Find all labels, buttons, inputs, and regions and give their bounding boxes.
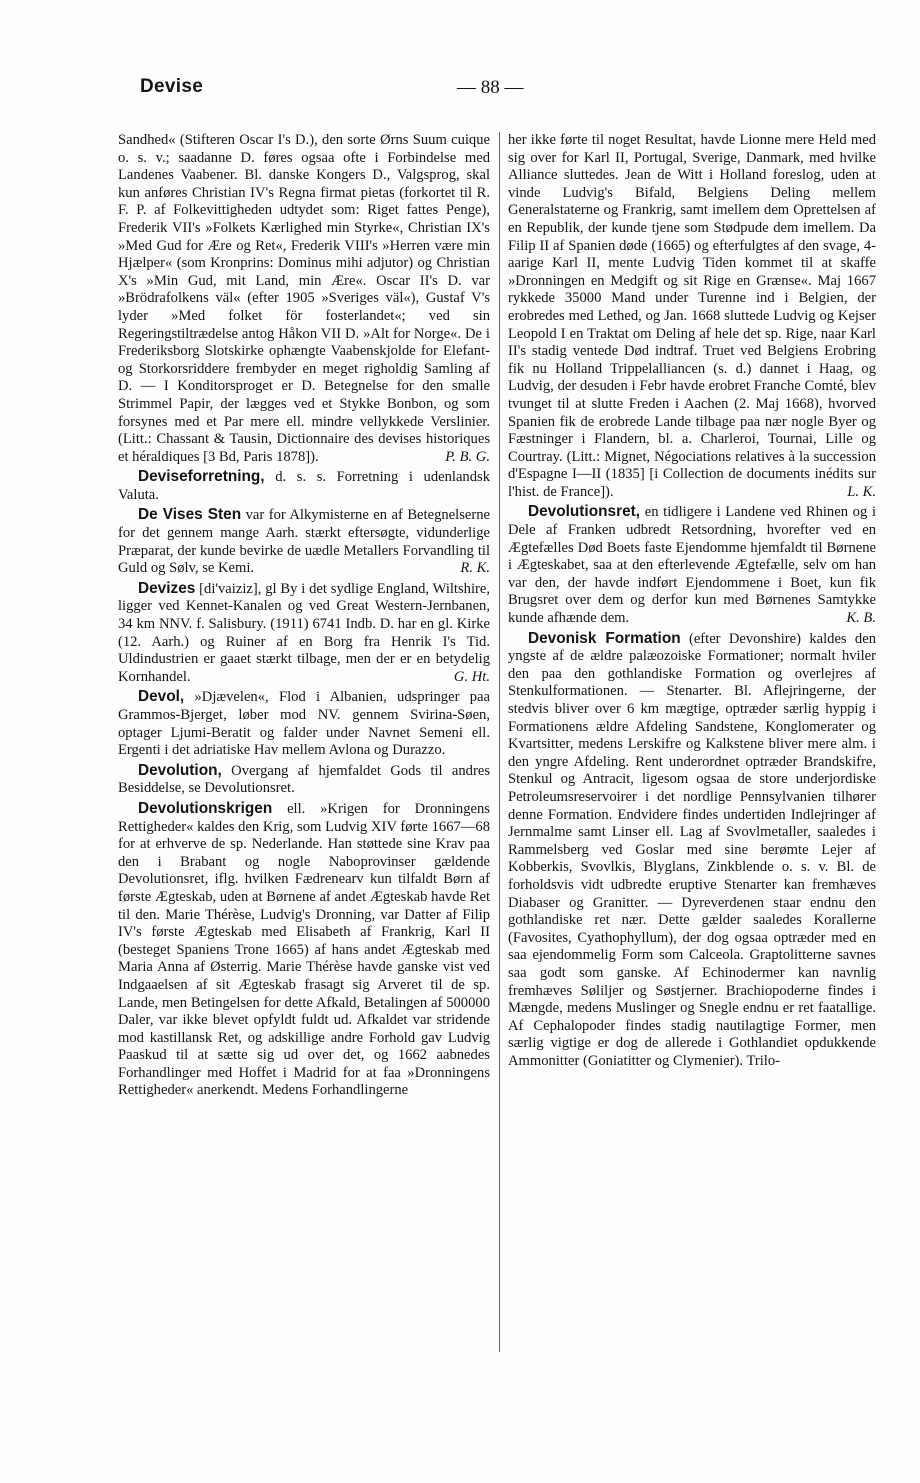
left-column [118, 132, 490, 1377]
entry-text: d. s. s. Forretning i udenlandsk Valuta. [118, 469, 490, 503]
author-signature: L. K. [847, 483, 876, 500]
right-column [508, 132, 876, 1377]
entry-text: (efter Devonshire) kaldes den yngste af de ældre palæozoiske Formationer; normalt hviler den paa den gothlandiske Formation og overlejres af Stenkulformationen. — Stenarter. Bl. Aflejringerne, der stedvis bliver over 6 km mægtige, optræder særlig hyppig i Formationens ældre Afdeling Sandstene, Konglomerater og Kvartsitter, medens Lerskifre og Kalkstene bliver mere alm. i den yngre Afdeling. Rent underordnet optræder Brandskifre, Stenkul og Antracit, ligesom ogsaa de store underjordiske Petroleumsreservoirer i det nordlige Pennsylvanien tilhører denne Formation. Endvidere findes undertiden Indlejringer af Jernmalme samt Linser ell. Lag af Svovlmetaller, saaledes i Rammelsberg ved Goslar med sine berømte Lejer af Kobberkis, Svovlkis, Blyglans, Zinkblende o. s. v. Bl. de forholdsvis vidt udbredte eruptive Stenarter kan fremhæves Diabaser og Granitter. — Dyreverdenen staar endnu den gothlandiske ret nær. Dette gælder saaledes Korallerne (Favosites, Cyathophyllum), der dog ogsaa optræder med en saa ejendommelig Form som Calceola. Graptolitterne savnes saa godt som ganske. Af Echinodermer kan navnlig fremhæves Søliljer og Søstjerner. Brachiopoderne findes i Mængde, medens Muslinger og Snegle endnu er ret faatallige. Af Cephalopoder findes stadig nautilagtige Former, men særlig vigtige er dog de allerede i Gothlandiet opdukkende Ammonitter (Goniatitter og Clymenier). Trilo- [508, 630, 876, 1069]
running-head: Devise [140, 76, 204, 97]
entry-text: en tidligere i Landene ved Rhinen og i Dele af Franken udbredt Retsordning, hvorefter ved en Ægtefælles Død Boets faste Ejendomme hjemfaldt til Børnene i Ægteskabet, saa at den efterlevende Ægtefælle, selv om han var den, der havde indført Ejendommene i Boet, kun fik Brugsret over dem og derfor kun med Børnenes Samtykke kunde afhænde dem. [508, 504, 876, 627]
headword: Deviseforretning, [138, 468, 265, 486]
headword: De Vises Sten [138, 506, 242, 524]
page-number: — 88 — [457, 77, 524, 98]
entry-devise-continued [118, 132, 490, 466]
headword: Devolution, [138, 761, 222, 779]
entry-devolutionskrigen [118, 800, 490, 1100]
entry-text: »Djævelen«, Flod i Albanien, udspringer paa Grammos-Bjerget, løber mod NV. gennem Svirina-Søen, optager Ljumi-Beratit og falder under Navnet Semeni ell. Ergenti i det adriatiske Hav mellem Avlona og Durazzo. [118, 689, 490, 759]
entry-text: Sandhed« (Stifteren Oscar I's D.), den sorte Ørns Suum cuique o. s. v.; saadanne D. føres ogsaa ofte i Forbindelse med Landenes Vaabener. Bl. danske Kongers D., Valgsprog, skal kun anføres Christian IV's Regna firmat pietas (forkortet til R. F. P. af Folkevittigheden udtydet som: Riget fattes Penge), Frederik VII's »Folkets Kærlighed min Styrke«, Christian IX's »Med Gud for Ære og Ret«, Frederik VIII's »Herren være min Hjælper« (som Kronprins: Dominus mihi adjutor) og Christian X's »Min Gud, mit Land, min Ære«. Oscar II's D. var »Brödrafolkens väl« (efter 1905 »Sveriges väl«), Gustaf V's lyder »Med folket för fosterlandet«; ved sin Regeringstiltrædelse antog Håkon VII D. »Alt for Norge«. De i Frederiksborg Slotskirke ophængte Vaabenskjolde for Elefant- og Storkorsriddere frembyder en meget righoldig Samling af D. — I Konditorsproget er D. Betegnelse for den smalle Strimmel Papir, der lægges ved et Stykke Bonbon, og som forsynes med et Par mere ell. mindre vellykkede Verslinier. (Litt.: Chassant & Tausin, Dictionnaire des devises historiques et héraldiques [3 Bd, Paris 1878]). [118, 132, 490, 465]
entry-vises-sten [118, 506, 490, 577]
entry-text: var for Alkymisterne en af Betegnelserne for det gennem mange Aarh. stærkt eftersøgte, vidunderlige Præparat, der kunde bevirke de uædle Metallers Forvandling til Guld og Sølv, se Kemi. [118, 507, 490, 577]
entry-devol [118, 688, 490, 759]
entry-devolution [118, 762, 490, 798]
author-signature: K. B. [846, 610, 876, 627]
entry-devolutionsret [508, 503, 876, 627]
headword: Devolutionskrigen [138, 799, 273, 817]
entry-text: ell. »Krigen for Dronningens Rettigheder« kaldes den Krig, som Ludvig XIV førte 1667—68 for at erhverve de sp. Nederlande. Han støttede sine Krav paa den i Brabant og nogle Naboprovinser gældende Devolutionsret, iflg. hvilken Fædrenearv kun tilfaldt Børn af første Ægteskab, uden at Børnene af andet Ægteskab havde Ret til den. Marie Thérèse, Ludvig's Dronning, var Datter af Filip IV's første Ægteskab med Elisabeth af Frankrig, Karl II (besteget Spaniens Trone 1665) af hans andet Ægteskab med Maria Anna af Østerrig. Marie Thérèse havde ganske vist ved Indgaaelsen af sit Ægteskab frasagt sig Arveret til de sp. Lande, men Betingelsen for dette Afkald, Betalingen af 500000 Daler, var ikke blevet opfyldt fuldt ud. Afkaldet var stridende mod kastillansk Ret, og adskillige andre Forhold gav Ludvig Paaskud til at sætte sig ud over det, og 1662 aabnedes Forhandlinger med Hoffet i Madrid for at faa »Dronningens Rettigheder« anerkendt. Medens Forhandlingerne [118, 800, 490, 1099]
entry-devizes [118, 580, 490, 687]
author-signature: R. K. [460, 560, 490, 577]
headword: Devizes [138, 579, 196, 597]
page-header [140, 72, 792, 102]
entry-text: Overgang af hjemfaldet Gods til andres Besiddelse, se Devolutionsret. [118, 762, 490, 797]
author-signature: P. B. G. [445, 448, 490, 465]
headword: Devolutionsret, [528, 503, 641, 521]
headword: Devol, [138, 688, 185, 706]
entry-text: [di'vaiziz], gl By i det sydlige England, Wiltshire, ligger ved Kennet-Kanalen og ved Great Western-Jernbanen, 34 km NNV. f. Salisbury. (1911) 6741 Indb. D. har en gl. Kirke (12. Aarh.) og Ruiner af en Borg fra Henrik I's Tid. Uldindustrien er gaaet stærkt tilbage, men der er en betydelig Kornhandel. [118, 580, 490, 685]
entry-devolutionskrigen-continued [508, 132, 876, 501]
entry-deviseforretning [118, 468, 490, 504]
entry-text: her ikke førte til noget Resultat, havde Lionne mere Held med sig over for Karl II, Portugal, Sverige, Danmark, med hvilke Alliance sluttedes. Jean de Witt i Holland foreslog, uden at vinde Ludvig's Bifald, Belgiens Deling mellem Generalstaterne og Frankrig, samt imellem dem Oprettelsen af en Republik, der kunde tjene som Stødpude dem imellem. Da Filip II af Spanien døde (1665) og efterfulgtes af den svage, 4-aarige Karl II, mente Ludvig Tiden kommet til at skaffe »Dronningen en Medgift og sit Rige en Grænse«. Maj 1667 rykkede 35000 Mand under Turenne ind i Belgien, der erobredes med Lethed, og Jan. 1668 sluttede Ludvig og Kejser Leopold I en Traktat om Deling af hele det sp. Rige, naar Karl II's stadig ventede Død indtraf. Truet ved Belgiens Erobring fik nu Holland Trippelalliancen (s. d.) dannet i Haag, og Ludvig, der desuden i Febr havde erobret Franche Comté, blev tvunget til at slutte Freden i Aachen (2. Maj 1668), hvorved Spanien fik de erobrede Lande tilbage paa nær nogle Byer og Fæstninger i Flandern, bl. a. Charleroi, Tournai, Lille og Courtray. (Litt.: Mignet, Négociations relatives à la succession d'Espagne I—II (1835] [i Collection de documents inédits sur l'hist. de France]). [508, 132, 876, 500]
author-signature: G. Ht. [453, 668, 490, 685]
column-divider [499, 132, 500, 1352]
headword: Devonisk Formation [528, 629, 681, 647]
entry-devonisk-formation [508, 630, 876, 1071]
